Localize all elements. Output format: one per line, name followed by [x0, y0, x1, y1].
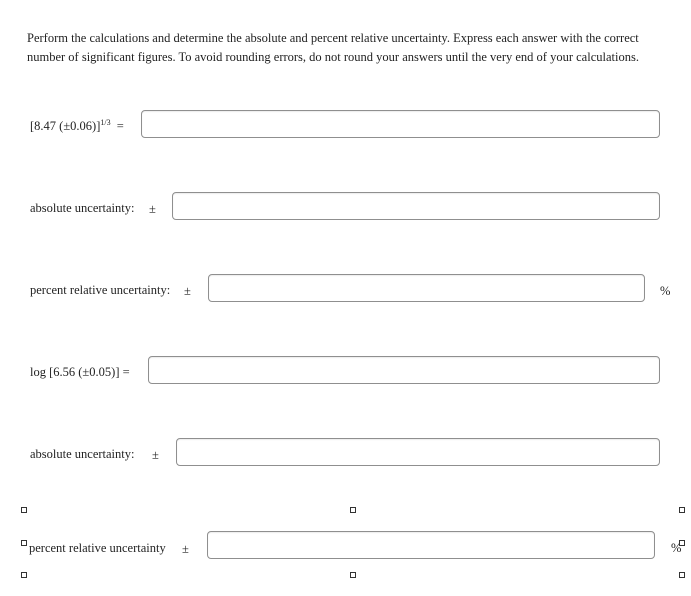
plus-minus-sign-3: ± — [152, 448, 159, 462]
selection-handle-bottom-center[interactable] — [350, 572, 356, 578]
cube-root-expression — [30, 118, 124, 134]
percent-relative-uncertainty-input-2[interactable] — [207, 531, 655, 559]
percent-relative-uncertainty-label-1: percent relative uncertainty: — [30, 283, 171, 297]
instructions-text: Perform the calculations and determine the absolute and percent relative uncertainty. Express each answer with the correct number of significant figures. To avoid rounding errors, do not round your answers until the very end of your calculations. — [27, 31, 639, 64]
percent-relative-uncertainty-label-2: percent relative uncertainty — [29, 541, 166, 555]
absolute-uncertainty-label-2: absolute uncertainty: — [30, 447, 135, 461]
log-answer-input[interactable] — [148, 356, 660, 384]
plus-minus-sign-1: ± — [149, 202, 156, 216]
selection-handle-bottom-right[interactable] — [679, 572, 685, 578]
cube-root-answer-input[interactable] — [141, 110, 660, 138]
percent-relative-uncertainty-input-1[interactable] — [208, 274, 645, 302]
percent-sign-1: % — [660, 284, 671, 298]
absolute-uncertainty-input-2[interactable] — [176, 438, 660, 466]
selection-handle-top-right[interactable] — [679, 507, 685, 513]
absolute-uncertainty-label-1: absolute uncertainty: — [30, 201, 135, 215]
selection-handle-bottom-left[interactable] — [21, 572, 27, 578]
equals-sign: = — [116, 119, 124, 134]
expression-base: [8.47 (±0.06)] — [30, 119, 101, 134]
plus-minus-sign-2: ± — [184, 284, 191, 298]
selection-handle-middle-left[interactable] — [21, 540, 27, 546]
selection-handle-top-center[interactable] — [350, 507, 356, 513]
percent-sign-2: % — [671, 541, 682, 555]
log-expression: log [6.56 (±0.05)] = — [30, 365, 130, 379]
plus-minus-sign-4: ± — [182, 542, 189, 556]
selection-handle-top-left[interactable] — [21, 507, 27, 513]
expression-exponent: 1/3 — [100, 118, 111, 127]
absolute-uncertainty-input-1[interactable] — [172, 192, 660, 220]
